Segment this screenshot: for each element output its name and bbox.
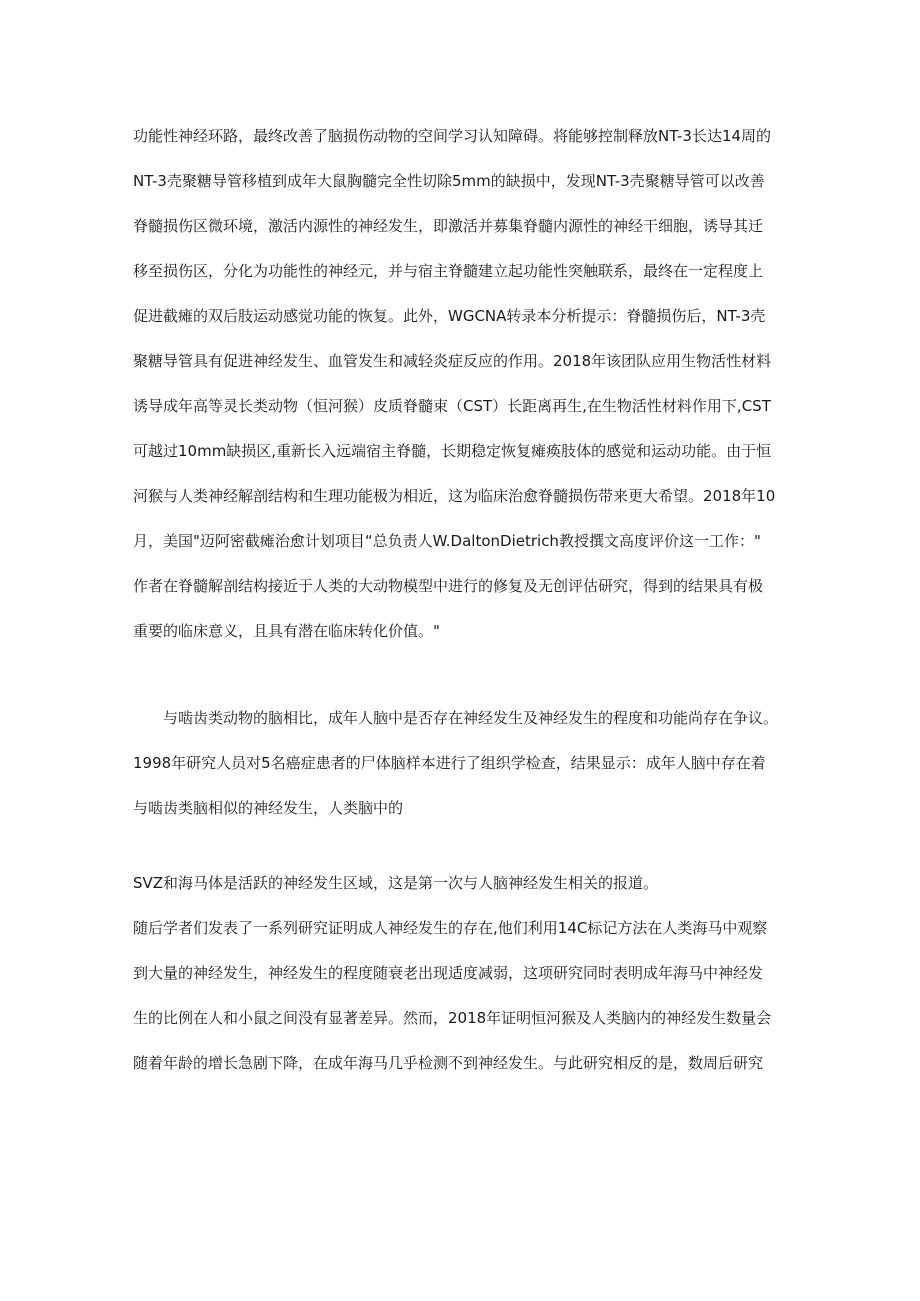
text-line: NT-3壳聚糖导管移植到成年大鼠胸髓完全性切除5mm的缺损中，发现NT-3壳聚糖导管可以改善 [133, 172, 765, 190]
text-line: 功能性神经环路，最终改善了脑损伤动物的空间学习认知障碍。将能够控制释放NT-3长达14周的 [133, 127, 772, 145]
text-line: 1998年研究人员对5名癌症患者的尸体脑样本进行了组织学检查，结果显示：成年人脑中存在着 [133, 754, 766, 772]
text-line: 脊髓损伤区微环境，激活内源性的神经发生，即激活并募集脊髓内源性的神经干细胞，诱导其迁 [133, 217, 764, 235]
text-line: 月，美国"迈阿密截瘫治愈计划项目“总负责人W.DaltonDietrich教授撰文高度评价这一工作：" [133, 532, 761, 550]
text-line: 到大量的神经发生，神经发生的程度随衰老出现适度减弱，这项研究同时表明成年海马中神经发 [133, 964, 764, 982]
text-line: 随后学者们发表了一系列研究证明成人神经发生的存在,他们利用14C标记方法在人类海马中观察 [133, 919, 768, 937]
text-line: 诱导成年高等灵长类动物（恒河猴）皮质脊髓束（CST）长距离再生,在生物活性材料作用下,CST [133, 397, 771, 415]
text-line-indented: 与啮齿类动物的脑相比，成年人脑中是否存在神经发生及神经发生的程度和功能尚存在争议。 [163, 709, 779, 727]
text-line: 作者在脊髓解剖结构接近于人类的大动物模型中进行的修复及无创评估研究，得到的结果具有极 [133, 577, 764, 595]
text-line: 生的比例在人和小鼠之间没有显著差异。然而，2018年证明恒河猴及人类脑内的神经发生数量会 [133, 1009, 772, 1027]
text-line: 与啮齿类脑相似的神经发生，人类脑中的 [133, 799, 404, 817]
text-line: 移至损伤区，分化为功能性的神经元，并与宿主脊髓建立起功能性突触联系，最终在一定程度上 [133, 262, 764, 280]
text-line: SVZ和海马体是活跃的神经发生区域，这是第一次与人脑神经发生相关的报道。 [133, 874, 659, 892]
text-line: 聚糖导管具有促进神经发生、血管发生和减轻炎症反应的作用。2018年该团队应用生物活性材料 [133, 352, 772, 370]
text-line: 河猴与人类神经解剖结构和生理功能极为相近，这为临床治愈脊髓损伤带来更大希望。2018年10 [133, 487, 776, 505]
text-line: 重要的临床意义，且具有潜在临床转化价值。" [133, 622, 440, 640]
text-line: 可越过10mm缺损区,重新长入远端宿主脊髓，长期稳定恢复瘫痪肢体的感觉和运动功能。由于恒 [133, 442, 772, 460]
text-line: 随着年龄的增长急剧下降，在成年海马几乎检测不到神经发生。与此研究相反的是，数周后研究 [133, 1054, 764, 1072]
text-line: 促进截瘫的双后肢运动感觉功能的恢复。此外，WGCNA转录本分析提示：脊髓损伤后，NT-3壳 [133, 307, 766, 325]
